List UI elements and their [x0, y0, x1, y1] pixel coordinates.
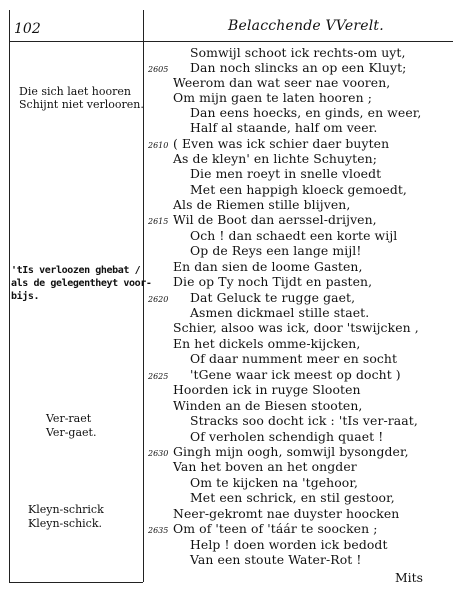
line-number: 2605 — [148, 65, 169, 74]
line-number: 2630 — [148, 449, 169, 458]
verse-line: Om mijn gaen te laten hooren ; — [173, 90, 372, 105]
verse-line: Somwijl schoot ick rechts-om uyt, — [190, 45, 406, 60]
verse-line: Wil de Boot dan aerssel-drijven, — [173, 212, 377, 227]
verse-line: Neer-gekromt nae duyster hoocken — [173, 506, 400, 521]
header-rule — [9, 41, 453, 42]
verse-line: Stracks soo docht ick : 'tIs ver-raat, — [190, 413, 418, 428]
margin-note-4-line-2: Kleyn-schick. — [28, 517, 102, 530]
margin-note-4-line-1: Kleyn-schrick — [28, 503, 104, 516]
verse-line: Dat Geluck te rugge gaet, — [190, 290, 356, 305]
page-number: 102 — [14, 21, 41, 37]
margin-note-2-line-3: bijs. — [11, 291, 40, 302]
margin-note-1-line-2: Schijnt niet verlooren. — [19, 98, 144, 111]
verse-line: Die men roeyt in snelle vloedt — [190, 166, 382, 181]
line-number: 2625 — [148, 372, 169, 381]
verse-line: En het dickels omme-kijcken, — [173, 336, 361, 351]
verse-line: 'tGene waar ick meest op docht ) — [190, 367, 401, 382]
verse-line: Gingh mijn oogh, somwijl bysongder, — [173, 444, 409, 459]
margin-note-3-line-1: Ver-raet — [46, 412, 92, 425]
verse-line: Als de Riemen stille blijven, — [173, 197, 351, 212]
line-number: 2610 — [148, 141, 169, 150]
verse-line: Asmen dickmael stille staet. — [190, 305, 370, 320]
verse-line: Winden an de Biesen stooten, — [173, 398, 363, 413]
verse-line: Om te kijcken na 'tgehoor, — [190, 475, 359, 490]
left-border-rule — [9, 10, 10, 582]
margin-note-2-line-1: 'tIs verloozen ghebat / — [11, 265, 141, 276]
verse-line: Schier, alsoo was ick, door 'tswijcken , — [173, 320, 419, 335]
verse-line: Van een stoute Water-Rot ! — [190, 552, 362, 567]
verse-line: Half al staande, half om veer. — [190, 120, 378, 135]
line-number: 2620 — [148, 295, 169, 304]
verse-line: Of verholen schendigh quaet ! — [190, 429, 384, 444]
verse-line: Met een happigh kloeck gemoedt, — [190, 182, 407, 197]
verse-line: ( Even was ick schier daer buyten — [173, 136, 390, 151]
running-head: Belacchende VVerelt. — [228, 18, 384, 34]
verse-line: Dan eens hoecks, en ginds, en weer, — [190, 105, 422, 120]
verse-line: Hoorden ick in ruyge Slooten — [173, 382, 361, 397]
verse-line: En dan sien de loome Gasten, — [173, 259, 363, 274]
verse-line: Die op Ty noch Tijdt en pasten, — [173, 274, 373, 289]
verse-line: Dan noch slincks an op een Kluyt; — [190, 60, 407, 75]
catchword: Mits — [395, 570, 423, 585]
verse-line: Van het boven an het ongder — [173, 459, 357, 474]
margin-note-2-line-2: als de gelegentheyt voor- — [11, 278, 152, 289]
verse-line: Met een schrick, en stil gestoor, — [190, 490, 395, 505]
margin-note-3-line-2: Ver-gaet. — [46, 426, 97, 439]
verse-line: Op de Reys een lange mijl! — [190, 243, 362, 258]
verse-line: Om of 'teen of 'táár te soocken ; — [173, 521, 378, 536]
column-divider-rule — [143, 10, 144, 582]
margin-bottom-rule — [9, 582, 143, 583]
verse-line: Of daar numment meer en socht — [190, 351, 398, 366]
line-number: 2615 — [148, 217, 169, 226]
verse-line: As de kleyn' en lichte Schuyten; — [173, 151, 377, 166]
verse-line: Och ! dan schaedt een korte wijl — [190, 228, 398, 243]
verse-line: Help ! doen worden ick bedodt — [190, 537, 388, 552]
verse-line: Weerom dan wat seer nae vooren, — [173, 75, 391, 90]
line-number: 2635 — [148, 526, 169, 535]
margin-note-1-line-1: Die sich laet hooren — [19, 85, 131, 98]
